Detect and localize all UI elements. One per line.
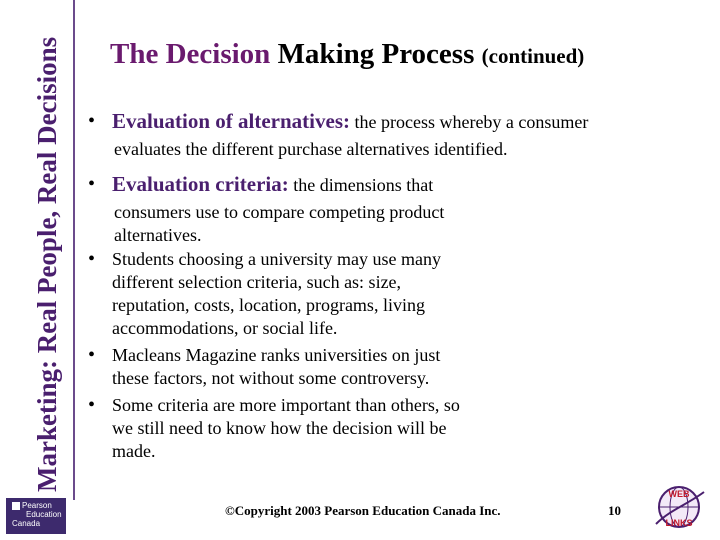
sidebar-divider [73,0,75,500]
sub-bullet-students [88,248,688,340]
sub-bullet-line: reputation, costs, location, programs, living [112,295,425,315]
bullet-icon: • [88,248,96,270]
term-evaluation-alternatives: Evaluation of alternatives: [112,109,350,133]
sub-bullet-macleans [88,344,688,390]
definition-line: evaluates the different purchase alternatives identified. [114,139,508,159]
bullet-icon: • [88,344,96,366]
sub-bullet-line: Macleans Magazine ranks universities on just [112,345,441,365]
bullet-evaluation-criteria [88,173,688,463]
web-links-icon[interactable] [652,480,706,534]
bullet-icon: • [88,173,96,195]
title-suffix: (continued) [481,44,585,68]
definition-line: the dimensions that [288,175,434,195]
sub-bullet-line: accommodations, or social life. [112,318,338,338]
title-accent: The Decision [110,38,271,70]
page-title [110,38,584,71]
logo-line-3: Canada [12,519,41,528]
title-main: Making Process [270,38,482,70]
logo-line-1: Pearson [22,501,52,510]
sub-bullet-line: Students choosing a university may use many [112,249,441,269]
bullet-evaluation-alternatives [88,110,688,161]
web-links-bottom-label: LINKS [665,518,693,528]
sub-bullet-line: made. [112,441,156,461]
page-number: 10 [608,503,621,518]
pearson-logo [6,498,66,534]
sub-bullet-line: these factors, not without some controversy. [112,368,430,388]
term-evaluation-criteria: Evaluation criteria: [112,172,289,196]
definition-line: the process whereby a consumer [349,112,589,132]
sidebar-title: Marketing: Real People, Real Decisions [32,36,62,492]
web-links-top-label: WEB [668,489,690,499]
logo-line-2: Education [26,510,62,519]
slide-content [88,110,688,465]
sub-bullet-criteria [88,394,688,463]
sub-bullet-line: we still need to know how the decision will be [112,418,447,438]
definition-line: consumers use to compare competing product [114,202,445,222]
bullet-icon: • [88,110,96,132]
copyright-text: ©Copyright 2003 Pearson Education Canada Inc. [225,503,501,518]
definition-line: alternatives. [114,225,202,245]
logo-mark-icon [12,502,20,510]
sub-bullet-line: different selection criteria, such as: size, [112,272,402,292]
bullet-icon: • [88,394,96,416]
sub-bullet-line: Some criteria are more important than others, so [112,395,460,415]
